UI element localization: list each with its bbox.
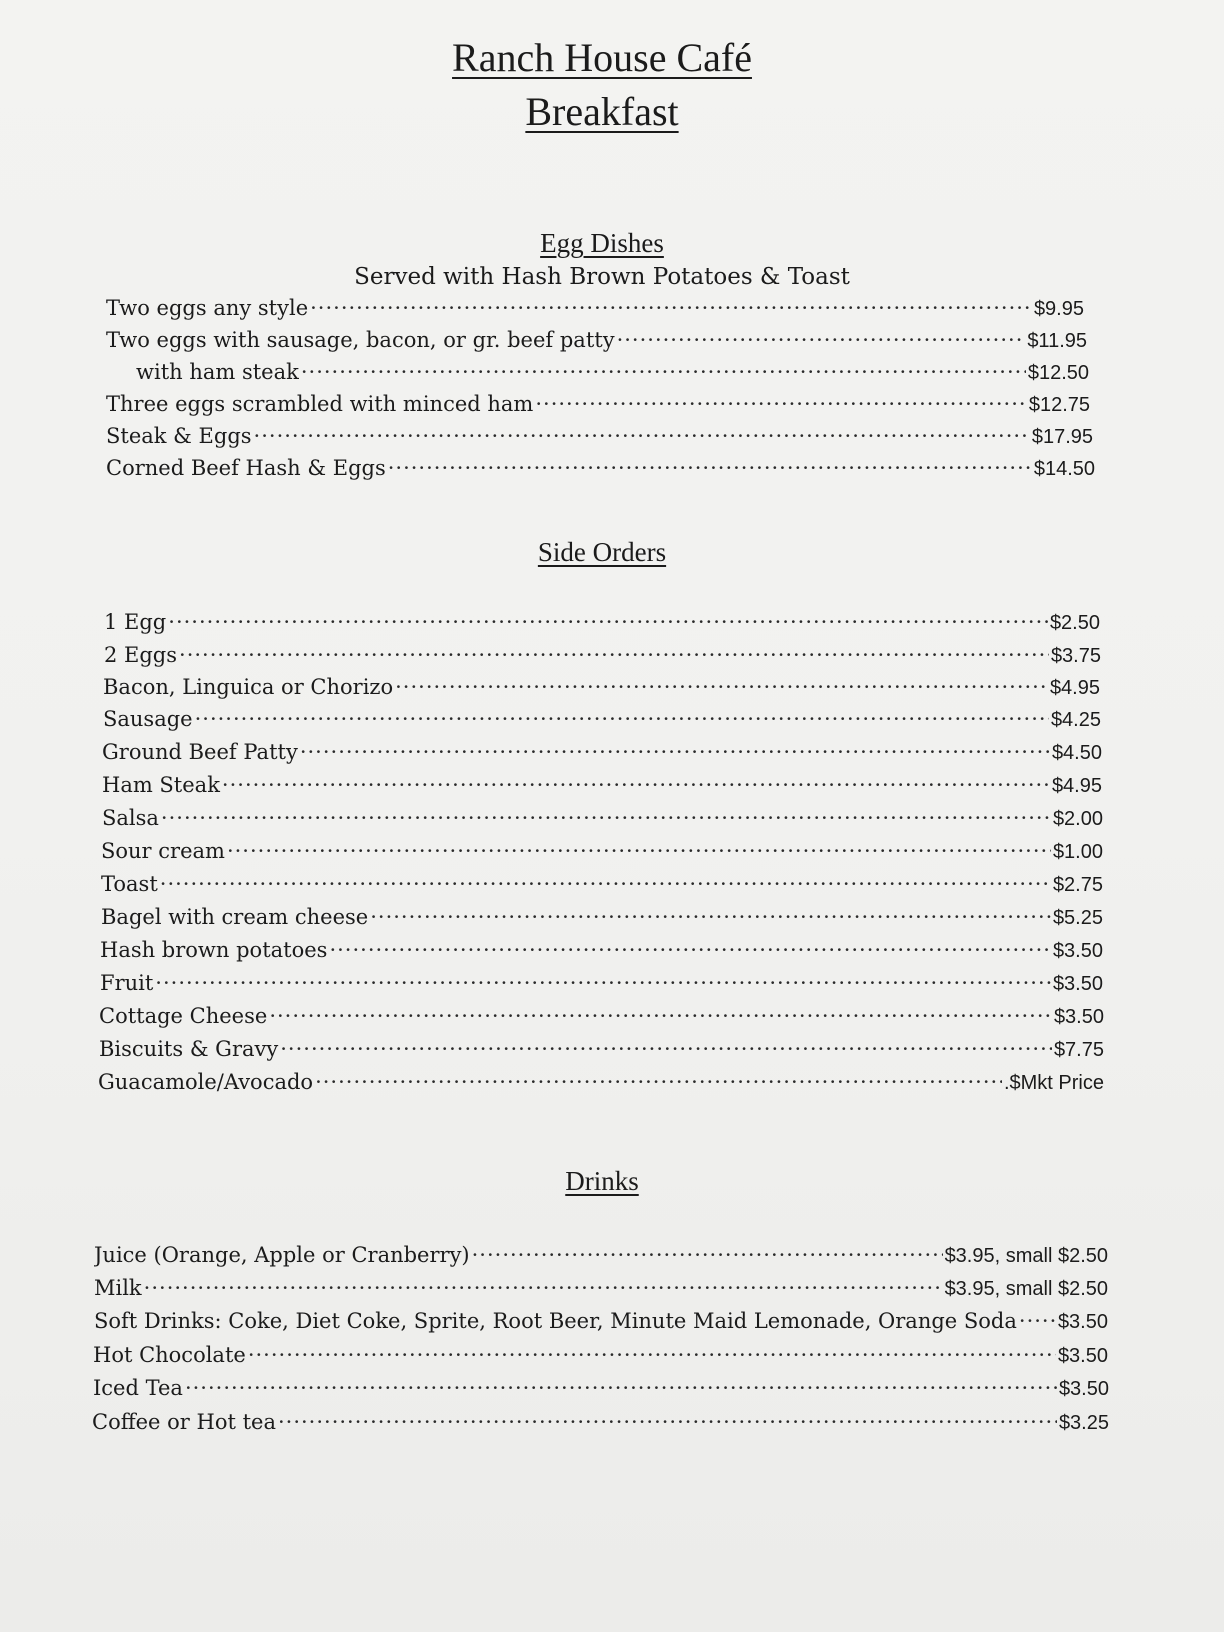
dot-leader [315, 1067, 1002, 1097]
dot-leader [248, 1340, 1056, 1370]
dot-leader [370, 902, 1051, 932]
menu-item: Hot Chocolate ····· $3.50 [93, 1340, 1108, 1371]
menu-item: Corned Beef Hash & Eggs ····· $14.50 [106, 453, 1095, 484]
dot-leader [280, 1034, 1052, 1064]
menu-item: Iced Tea ····· $3.50 [93, 1373, 1109, 1404]
dot-leader [329, 935, 1050, 965]
menu-item: Ground Beef Patty ····· $4.50 [102, 737, 1102, 768]
dot-leader [395, 672, 1048, 702]
dot-leader [168, 607, 1048, 637]
menu-item: Cottage Cheese ····· $3.50 [99, 1001, 1104, 1032]
menu-item: Bagel with cream cheese ····· $5.25 [101, 902, 1103, 933]
menu-item: Bacon, Linguica or Chorizo ····· $4.95 [103, 672, 1100, 703]
dot-leader [179, 640, 1049, 670]
menu-item: Juice (Orange, Apple or Cranberry) ····· $3.95, small $2.50 [94, 1240, 1108, 1271]
egg-dishes-heading: Egg Dishes [540, 228, 664, 258]
dot-leader [195, 704, 1049, 734]
side-orders-heading: Side Orders [537, 537, 667, 567]
dot-leader [185, 1373, 1057, 1403]
menu-item: Hash brown potatoes ····· $3.50 [100, 935, 1103, 966]
dot-leader [617, 325, 1026, 355]
drinks-heading: Drinks [565, 1166, 639, 1196]
egg-dishes-subheading: Served with Hash Brown Potatoes & Toast [354, 264, 850, 290]
page-subtitle [0, 88, 1204, 136]
dot-leader [310, 293, 1032, 323]
cafe-name: Ranch House Café [452, 35, 752, 80]
dot-leader [300, 737, 1050, 767]
menu-item: Milk ····· $3.95, small $2.50 [94, 1273, 1108, 1304]
page-title [0, 34, 1204, 82]
dot-leader [227, 836, 1051, 866]
dot-leader [161, 803, 1051, 833]
menu-item: 1 Egg ····· $2.50 [104, 607, 1100, 638]
menu-item: Salsa ····· $2.00 [102, 803, 1103, 834]
menu-item: Two eggs any style ····· $9.95 [106, 293, 1084, 324]
menu-item: Fruit ····· $3.50 [100, 968, 1103, 999]
menu-item: Sausage ····· $4.25 [103, 704, 1101, 735]
dot-leader [535, 389, 1026, 419]
menu-item: Soft Drinks: Coke, Diet Coke, Sprite, Root Beer, Minute Maid Lemonade, Orange Soda ····· $3.50 [94, 1306, 1108, 1337]
dot-leader [254, 421, 1030, 451]
dot-leader [269, 1001, 1052, 1031]
dot-leader [278, 1407, 1057, 1437]
menu-item: 2 Eggs ····· $3.75 [104, 640, 1101, 671]
dot-leader [1019, 1306, 1056, 1336]
menu-item: Steak & Eggs ····· $17.95 [106, 421, 1093, 452]
dot-leader [472, 1240, 943, 1270]
menu-item: Ham Steak ····· $4.95 [102, 770, 1102, 801]
menu-item: with ham steak ····· $12.50 [136, 357, 1089, 388]
menu-item: Coffee or Hot tea ····· $3.25 [92, 1407, 1109, 1438]
meal-name: Breakfast [525, 89, 679, 134]
dot-leader [144, 1273, 943, 1303]
dot-leader [388, 453, 1032, 483]
dot-leader [160, 869, 1051, 899]
dot-leader [222, 770, 1050, 800]
dot-leader [155, 968, 1051, 998]
menu-item: Sour cream ····· $1.00 [101, 836, 1103, 867]
dot-leader [301, 357, 1026, 387]
menu-item: Three eggs scrambled with minced ham ····· $12.75 [106, 389, 1090, 420]
menu-item: Guacamole/Avocado ····· .$Mkt Price [98, 1067, 1104, 1098]
menu-item: Toast ····· $2.75 [101, 869, 1103, 900]
menu-item: Biscuits & Gravy ····· $7.75 [99, 1034, 1104, 1065]
menu-item: Two eggs with sausage, bacon, or gr. beef patty ····· $11.95 [106, 325, 1087, 356]
